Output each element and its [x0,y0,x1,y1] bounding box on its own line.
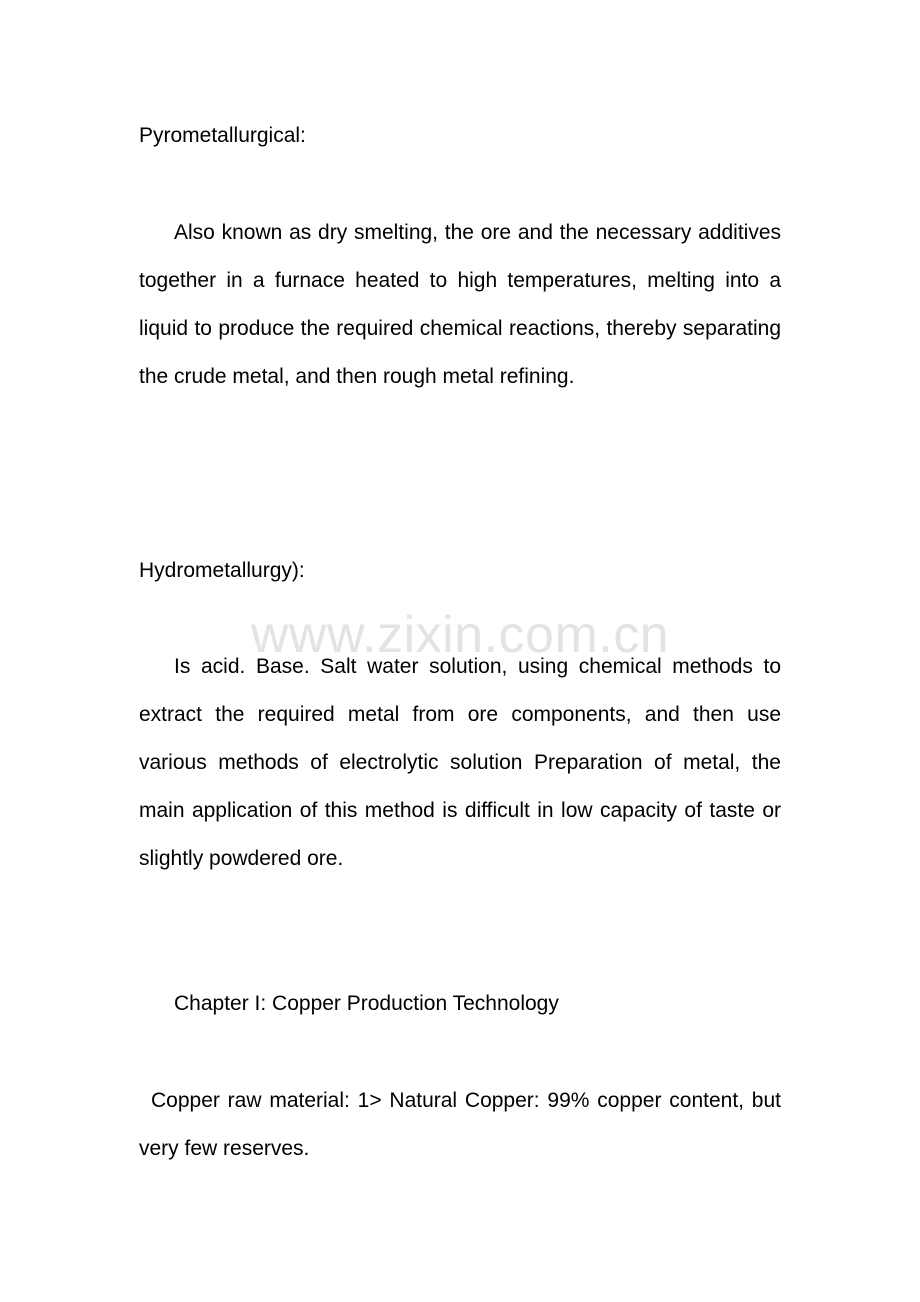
paragraph-pyrometallurgical: Also known as dry smelting, the ore and the necessary additives together in a furnace heated to high temperatures, melting into a liquid to produce the required chemical reactions, thereby separating the crude metal, and then rough metal refining. [139,221,781,388]
paragraph-copper-raw-material: Copper raw material: 1> Natural Copper: 99% copper content, but very few reserves. [139,1089,781,1160]
section-heading-pyrometallurgical: Pyrometallurgical: [139,124,306,147]
chapter-title: Chapter I: Copper Production Technology [174,992,559,1015]
paragraph-hydrometallurgy: Is acid. Base. Salt water solution, using chemical methods to extract the required metal from ore components, and then use various methods of electrolytic solution Preparation of metal, the main application of this method is difficult in low capacity of taste or slightly powdered ore. [139,655,781,870]
section-heading-hydrometallurgy: Hydrometallurgy): [139,559,305,582]
watermark: www.zixin.com.cn [250,606,670,664]
